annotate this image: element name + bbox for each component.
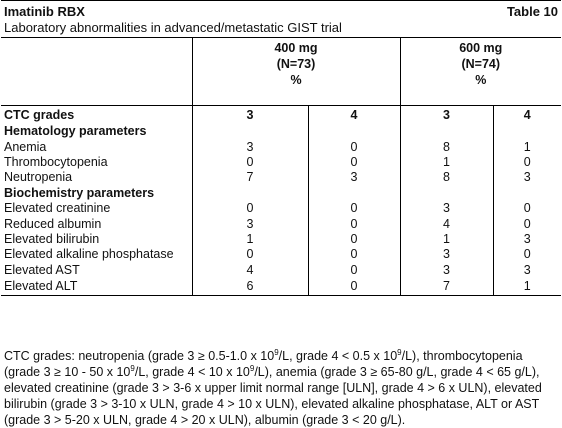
document-page bbox=[1, 0, 561, 428]
table-row bbox=[1, 216, 561, 231]
dose-400-header bbox=[192, 38, 400, 106]
hematology-heading: Hematology parameters bbox=[4, 124, 147, 139]
dose-600-label: 600 mg bbox=[459, 41, 503, 55]
table-row bbox=[1, 278, 561, 296]
cell-600-g3: 3 bbox=[400, 201, 493, 216]
cell-600-g3: 3 bbox=[400, 247, 493, 262]
row-label: Elevated ALT bbox=[1, 278, 192, 296]
dose-400-label: 400 mg bbox=[274, 41, 318, 55]
table-row bbox=[1, 139, 561, 154]
table-row bbox=[1, 155, 561, 170]
cell-400-g4: 0 bbox=[308, 278, 400, 296]
ctc-grade-400-4: 4 bbox=[308, 106, 400, 125]
dose-header-row bbox=[1, 38, 561, 106]
cell-400-g4: 0 bbox=[308, 216, 400, 231]
biochemistry-heading: Biochemistry parameters bbox=[4, 185, 155, 200]
table-number: Table 10 bbox=[506, 4, 558, 19]
cell-400-g3: 0 bbox=[192, 155, 308, 170]
cell-600-g4: 3 bbox=[493, 170, 561, 185]
cell-400-g3: 3 bbox=[192, 139, 308, 154]
table-row bbox=[1, 170, 561, 185]
row-label: Neutropenia bbox=[4, 170, 73, 185]
cell-400-g3: 0 bbox=[192, 247, 308, 262]
row-label: Elevated AST bbox=[4, 262, 80, 277]
table-header-band bbox=[1, 0, 561, 38]
cell-400-g3: 7 bbox=[192, 170, 308, 185]
ctc-grades-label: CTC grades bbox=[4, 107, 75, 122]
cell-400-g4: 0 bbox=[308, 247, 400, 262]
cell-400-g3: 6 bbox=[192, 278, 308, 296]
row-label: Elevated bilirubin bbox=[4, 231, 100, 246]
table-subtitle: Laboratory abnormalities in advanced/metastatic GIST trial bbox=[4, 20, 342, 35]
cell-600-g3: 1 bbox=[400, 232, 493, 247]
ctc-grades-row bbox=[1, 106, 561, 125]
cell-400-g4: 0 bbox=[308, 155, 400, 170]
dose-400-n: (N=73) bbox=[276, 57, 316, 71]
cell-600-g3: 8 bbox=[400, 139, 493, 154]
ctc-grade-600-4: 4 bbox=[493, 106, 561, 125]
section-heading-row bbox=[1, 124, 561, 139]
lab-abnormalities-table bbox=[1, 38, 561, 296]
dose-600-n: (N=74) bbox=[461, 57, 501, 71]
dose-600-unit: % bbox=[475, 73, 487, 87]
table-row bbox=[1, 232, 561, 247]
ctc-grade-600-3: 3 bbox=[400, 106, 493, 125]
cell-600-g4: 0 bbox=[493, 216, 561, 231]
cell-400-g3: 1 bbox=[192, 232, 308, 247]
cell-600-g4: 0 bbox=[493, 201, 561, 216]
cell-400-g4: 0 bbox=[308, 201, 400, 216]
cell-600-g4: 1 bbox=[493, 139, 561, 154]
cell-600-g3: 3 bbox=[400, 263, 493, 278]
cell-400-g4: 0 bbox=[308, 232, 400, 247]
cell-400-g4: 3 bbox=[308, 170, 400, 185]
cell-400-g3: 3 bbox=[192, 216, 308, 231]
row-label: Elevated alkaline phosphatase bbox=[4, 247, 174, 262]
table-row bbox=[1, 201, 561, 216]
dose-600-header bbox=[400, 38, 561, 106]
cell-400-g4: 0 bbox=[308, 263, 400, 278]
cell-600-g3: 7 bbox=[400, 278, 493, 296]
row-label: Thrombocytopenia bbox=[4, 154, 108, 169]
cell-600-g4: 1 bbox=[493, 278, 561, 296]
row-label: Elevated creatinine bbox=[4, 201, 111, 216]
table-row bbox=[1, 247, 561, 262]
ctc-grade-400-3: 3 bbox=[192, 106, 308, 125]
cell-600-g3: 4 bbox=[400, 216, 493, 231]
cell-400-g3: 4 bbox=[192, 263, 308, 278]
cell-600-g3: 1 bbox=[400, 155, 493, 170]
table-footnote: CTC grades: neutropenia (grade 3 ≥ 0.5-1.0 x $10^9/L$, grade 4 < 0.5 x $10^9/L$), thrombocytopenia (grade 3 ≥ 10 - 50 x $10^9/L$, grade 4 < 10 x $10^9/L$), anemia (grade 3 ≥ 65-80 g/L, grade 4 < 65 g/L), elevated creatinine (grade 3 > 3-6 x upper limit normal range [ULN], grade 4 > 6 x ULN), elevated bilirubin (grade 3 > 3-10 x ULN, grade 4 > 10 x ULN), elevated alkaline phosphatase, ALT or AST (grade 3 > 5-20 x ULN, grade 4 > 20 x ULN), albumin (grade 3 < 20 g/L). bbox=[4, 348, 542, 427]
row-label: Anemia bbox=[4, 139, 47, 154]
cell-600-g3: 8 bbox=[400, 170, 493, 185]
cell-600-g4: 0 bbox=[493, 247, 561, 262]
row-label: Reduced albumin bbox=[4, 216, 102, 231]
cell-600-g4: 3 bbox=[493, 263, 561, 278]
cell-400-g3: 0 bbox=[192, 201, 308, 216]
cell-400-g4: 0 bbox=[308, 139, 400, 154]
dose-400-unit: % bbox=[290, 73, 302, 87]
table-row bbox=[1, 263, 561, 278]
document-title: Imatinib RBX bbox=[4, 4, 85, 19]
cell-600-g4: 0 bbox=[493, 155, 561, 170]
cell-600-g4: 3 bbox=[493, 232, 561, 247]
section-heading-row bbox=[1, 186, 561, 201]
